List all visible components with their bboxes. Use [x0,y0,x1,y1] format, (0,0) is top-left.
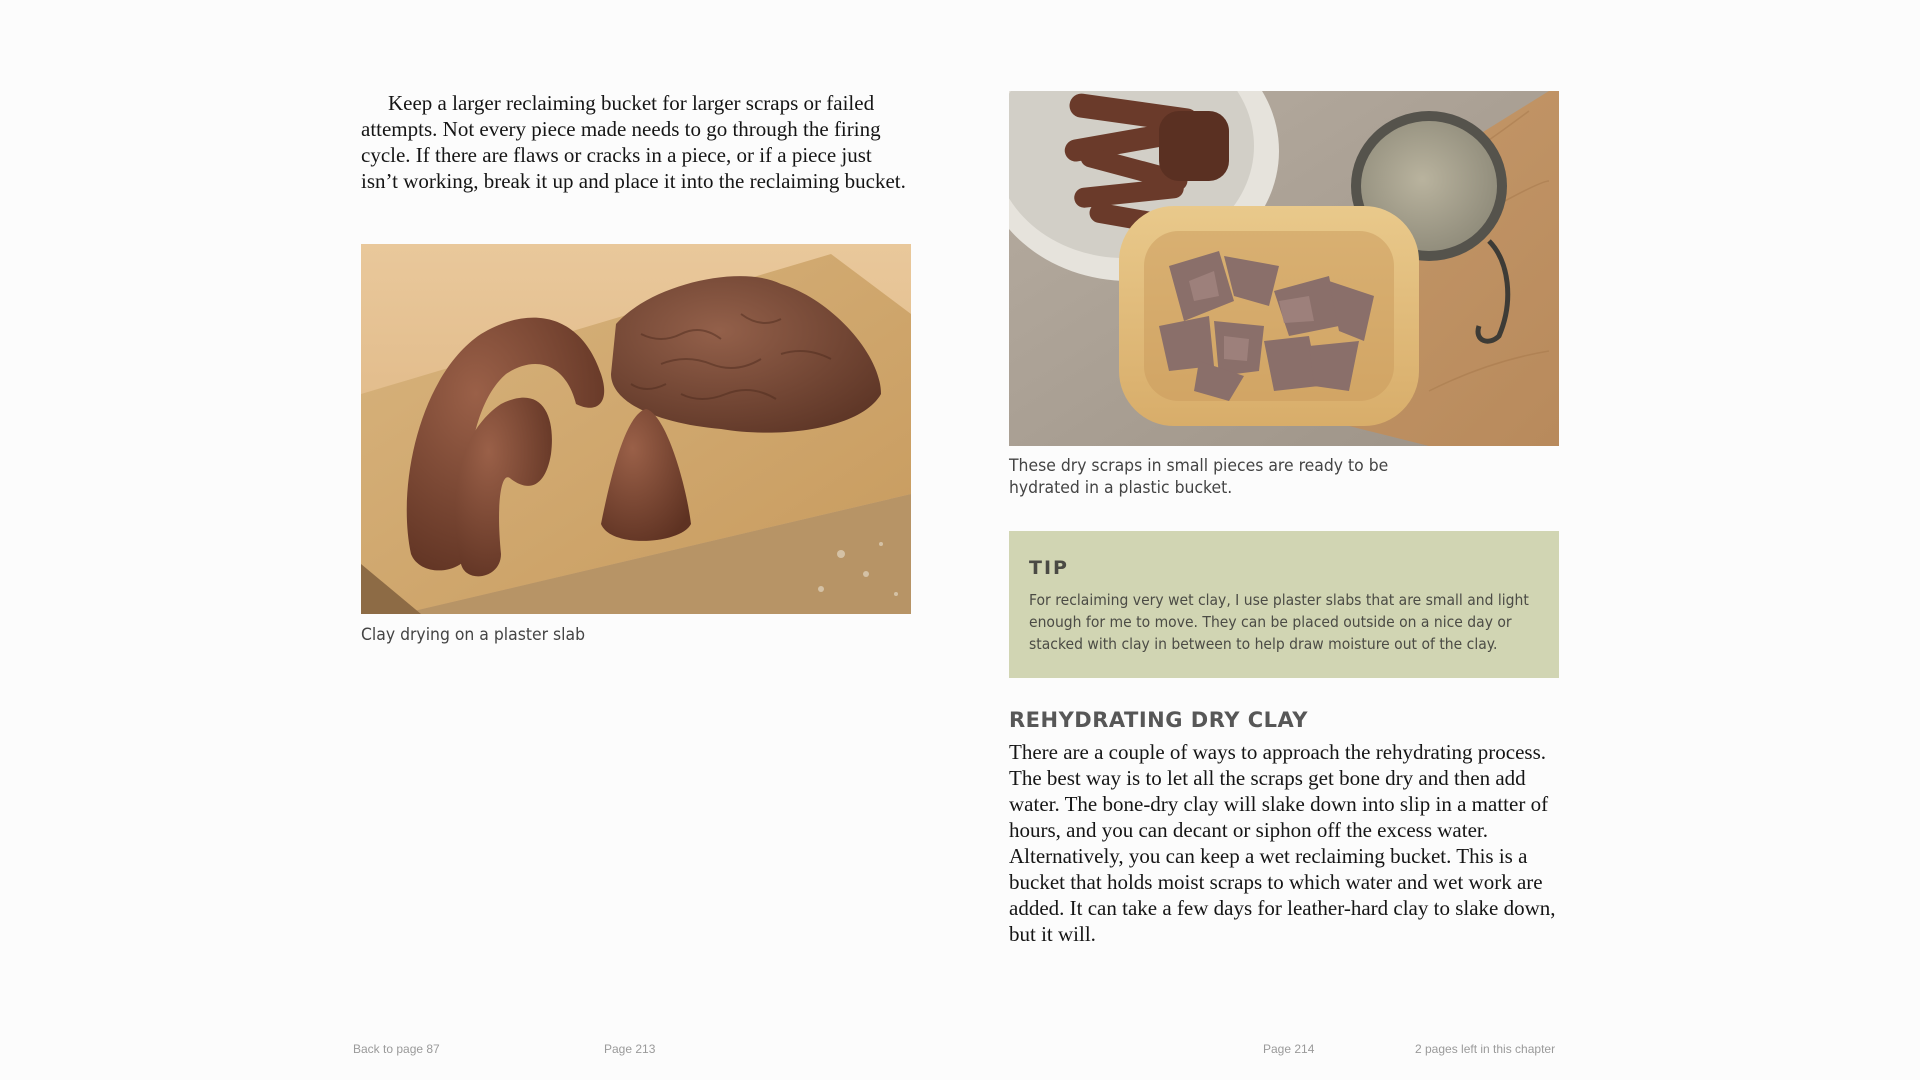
clay-drying-photo [361,244,911,614]
tip-text: For reclaiming very wet clay, I use plaster slabs that are small and light enough for me to move. They can be placed outside on a nice day or stacked with clay in between to help draw moisture out of the clay. [1029,591,1529,653]
left-page [361,0,911,1080]
pages-left-indicator: 2 pages left in this chapter [1415,1042,1556,1056]
dry-scraps-illustration [1009,91,1559,446]
section-paragraph: There are a couple of ways to approach the rehydrating process. The best way is to let all the scraps get bone dry and then add water. The bone-dry clay will slake down into slip in a matter of hours, and you can decant or siphon off the excess water. Alternatively, you can keep a wet reclaiming bucket. This is a bucket that holds moist scraps to which water and wet work are added. It can take a few days for leather-hard clay to slake down, but it will. [1009,740,1556,946]
right-page [1009,0,1559,1080]
section-heading: REHYDRATING DRY CLAY [1009,708,1308,732]
right-figure-caption: These dry scraps in small pieces are ready to be hydrated in a plastic bucket. [1009,456,1389,498]
right-page-number: Page 214 [1263,1042,1315,1056]
left-figure-caption: Clay drying on a plaster slab [361,625,586,645]
tip-box [1009,531,1559,678]
back-to-page-link[interactable]: Back to page 87 [353,1042,440,1056]
left-paragraph: Keep a larger reclaiming bucket for larger scraps or failed attempts. Not every piece made needs to go through the firing cycle. If there are flaws or cracks in a piece, or if a piece just isn’t working, break it up and place it into the reclaiming bucket. [361,91,906,193]
left-page-number: Page 213 [604,1042,656,1056]
tip-title: TIP [1029,557,1069,579]
clay-drying-illustration [361,244,911,614]
dry-scraps-photo [1009,91,1559,446]
